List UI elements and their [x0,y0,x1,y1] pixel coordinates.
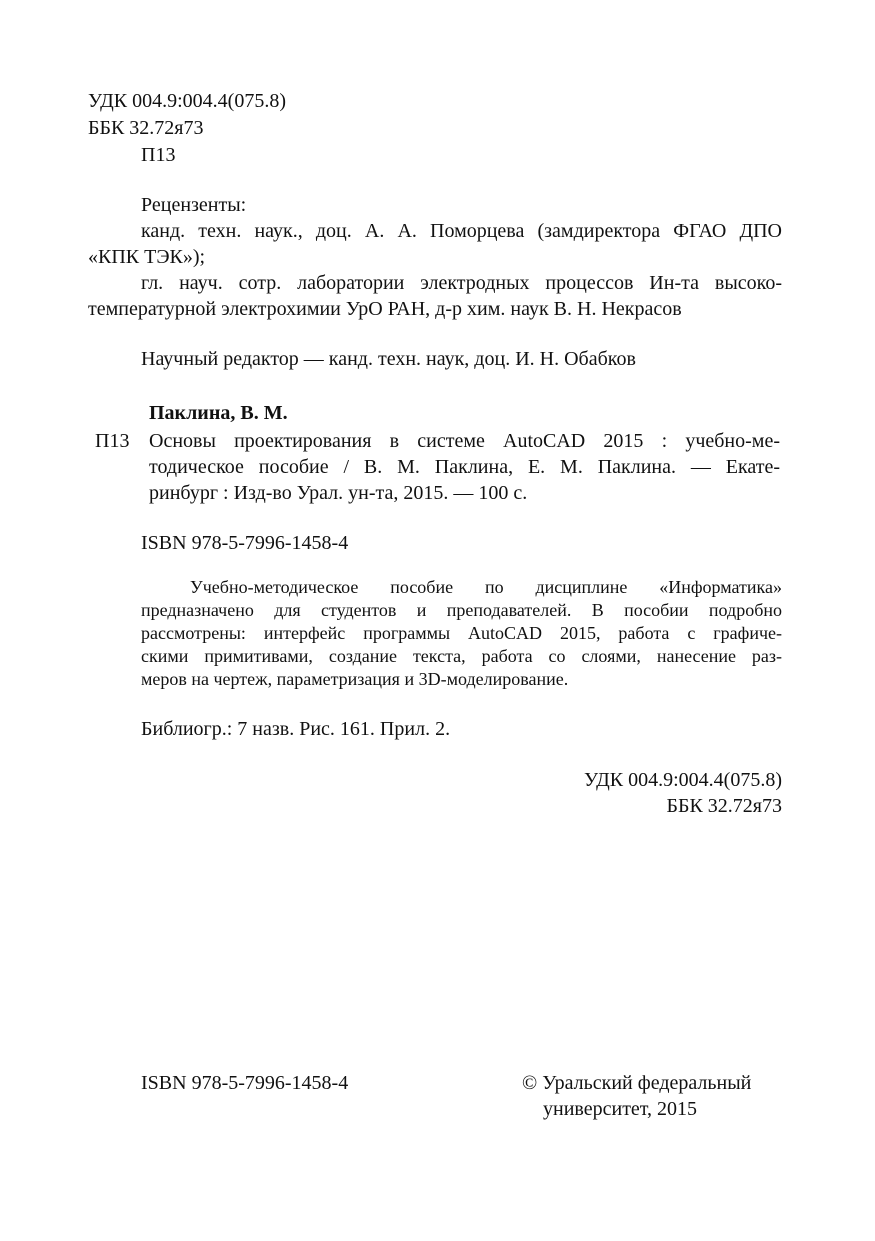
copyright-line-1: © Уральский федеральный [522,1072,752,1094]
catalog-line-3: ринбург : Изд-во Урал. ун-та, 2015. — 100 с. [149,482,528,504]
reviewer-2-line-2: температурной электрохимии УрО РАН, д-р хим. наук В. Н. Некрасов [88,298,682,320]
isbn-main: ISBN 978-5-7996-1458-4 [141,532,349,554]
reviewer-1-line-1: канд. техн. наук., доц. А. А. Поморцева (замдиректора ФГАО ДПО [141,220,782,242]
annotation-line-3: рассмотрены: интерфейс программы AutoCAD 2015, работа с графиче- [141,623,782,643]
copyright-line-2: университет, 2015 [543,1098,698,1120]
catalog-mark: П13 [95,430,130,452]
scientific-editor: Научный редактор — канд. техн. наук, доц. И. Н. Обабков [141,348,636,370]
annotation-line-1: Учебно-методическое пособие по дисциплине «Информатика» [190,577,782,597]
reviewers-heading: Рецензенты: [141,194,247,216]
annotation-line-4: скими примитивами, создание текста, работа со слоями, нанесение раз- [141,646,782,666]
catalog-line-1: Основы проектирования в системе AutoCAD 2015 : учебно-ме- [149,430,780,452]
annotation-line-2: предназначено для студентов и преподавателей. В пособии подробно [141,600,782,620]
footer-bbk-code: ББК 32.72я73 [666,795,782,817]
annotation-line-5: меров на чертеж, параметризация и 3D-моделирование. [141,669,569,689]
reviewer-2-line-1: гл. науч. сотр. лаборатории электродных процессов Ин-та высоко- [141,272,782,294]
catalog-line-2: тодическое пособие / В. М. Паклина, Е. М. Паклина. — Екате- [149,456,780,478]
bbk-code: ББК 32.72я73 [88,117,204,139]
udk-code: УДК 004.9:004.4(075.8) [88,90,286,112]
bottom-isbn: ISBN 978-5-7996-1458-4 [141,1072,349,1094]
catalog-author: Паклина, В. М. [149,402,288,424]
bibliography: Библиогр.: 7 назв. Рис. 161. Прил. 2. [141,718,451,740]
footer-udk-code: УДК 004.9:004.4(075.8) [584,769,782,791]
reviewer-1-line-2: «КПК ТЭК»); [88,246,206,268]
author-mark: П13 [141,144,176,166]
